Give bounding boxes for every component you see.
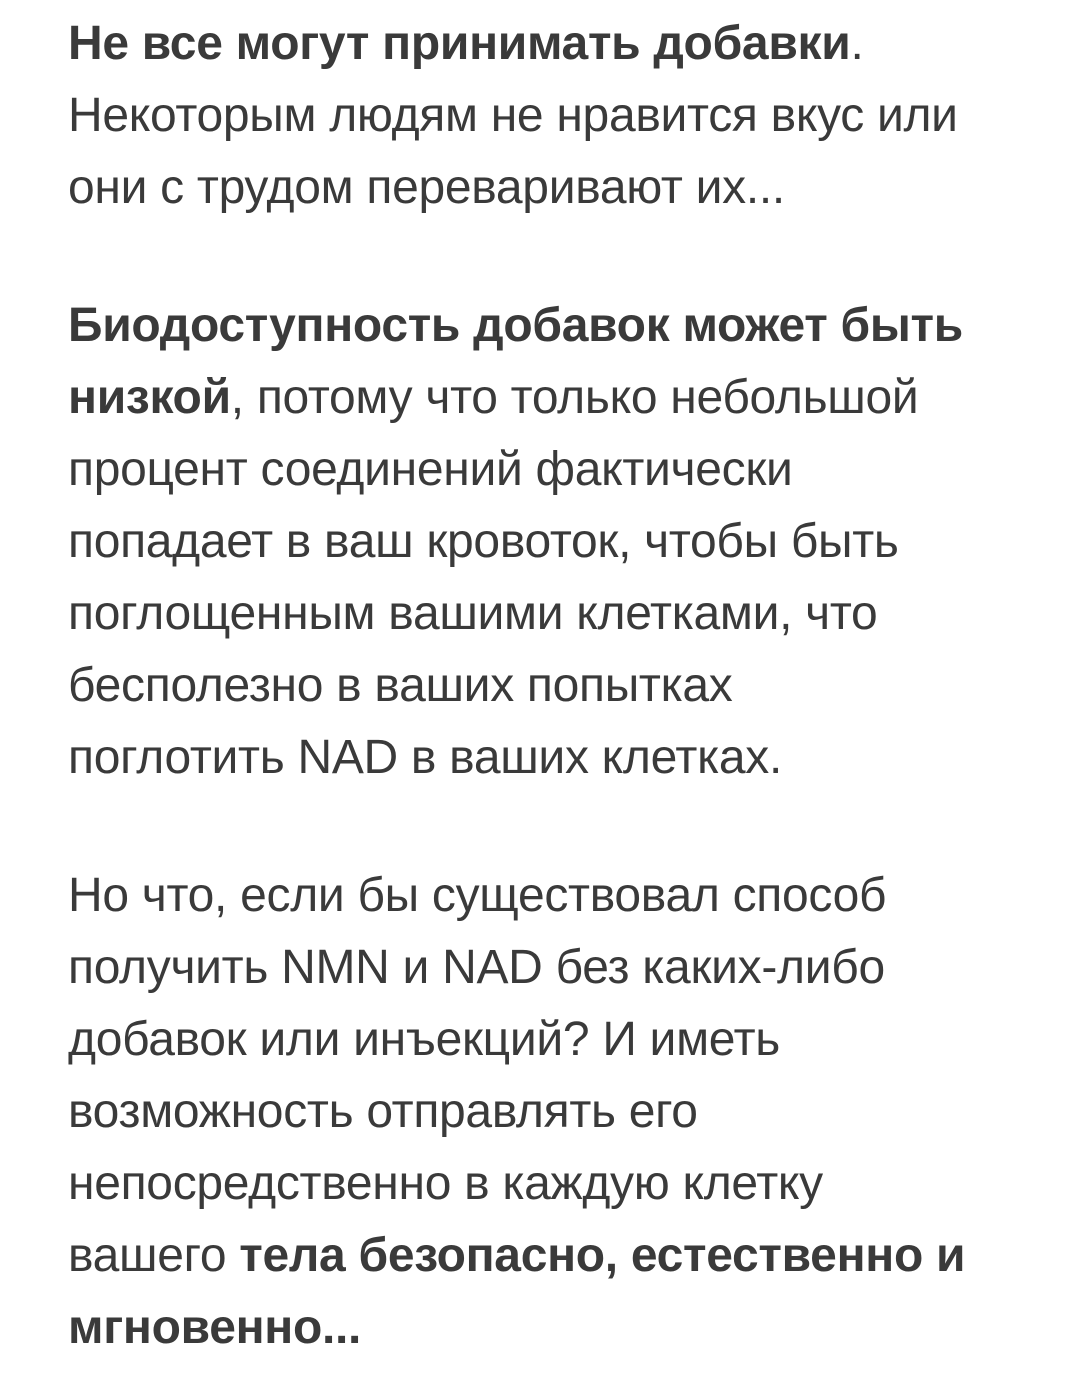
text-line [68, 290, 1020, 362]
text-run-bold: тела безопасно, естественно и [239, 1229, 966, 1282]
text-line [68, 932, 1020, 1004]
text-run: процент соединений фактически [68, 443, 793, 496]
text-line [68, 1004, 1020, 1076]
text-run-bold: Биодоступность добавок может быть [68, 299, 963, 352]
text-line [68, 434, 1020, 506]
text-line [68, 1220, 1020, 1292]
text-line [68, 650, 1020, 722]
text-line [68, 1292, 1020, 1364]
text-run: Но что, если бы существовал способ [68, 869, 887, 922]
text-line [68, 722, 1020, 794]
text-line [68, 1148, 1020, 1220]
text-run: бесполезно в ваших попытках [68, 659, 733, 712]
paragraph-supplements-tolerance [68, 8, 1020, 224]
text-run: , потому что только небольшой [230, 371, 919, 424]
text-line [68, 80, 1020, 152]
text-run-bold: Не все могут принимать добавки [68, 17, 851, 70]
paragraph-bioavailability [68, 290, 1020, 794]
text-run: поглощенным вашими клетками, что [68, 587, 878, 640]
text-line [68, 152, 1020, 224]
text-run: . [850, 17, 864, 70]
text-run: получить NMN и NAD без каких-либо [68, 941, 885, 994]
text-line [68, 860, 1020, 932]
text-run: возможность отправлять его [68, 1085, 698, 1138]
text-line [68, 1076, 1020, 1148]
text-run: поглотить NAD в ваших клетках. [68, 731, 783, 784]
paragraph-container [68, 8, 1020, 1364]
text-line [68, 578, 1020, 650]
paragraph-what-if [68, 860, 1020, 1364]
text-run: вашего [68, 1229, 240, 1282]
text-line [68, 362, 1020, 434]
text-line [68, 8, 1020, 80]
text-run-bold: мгновенно... [68, 1301, 362, 1354]
text-run: Некоторым людям не нравится вкус или [68, 89, 958, 142]
text-run: попадает в ваш кровоток, чтобы быть [68, 515, 899, 568]
text-run: добавок или инъекций? И иметь [68, 1013, 780, 1066]
text-run-bold: низкой [68, 371, 231, 424]
text-run: они с трудом переваривают их... [68, 161, 785, 214]
text-line [68, 506, 1020, 578]
text-run: непосредственно в каждую клетку [68, 1157, 823, 1210]
